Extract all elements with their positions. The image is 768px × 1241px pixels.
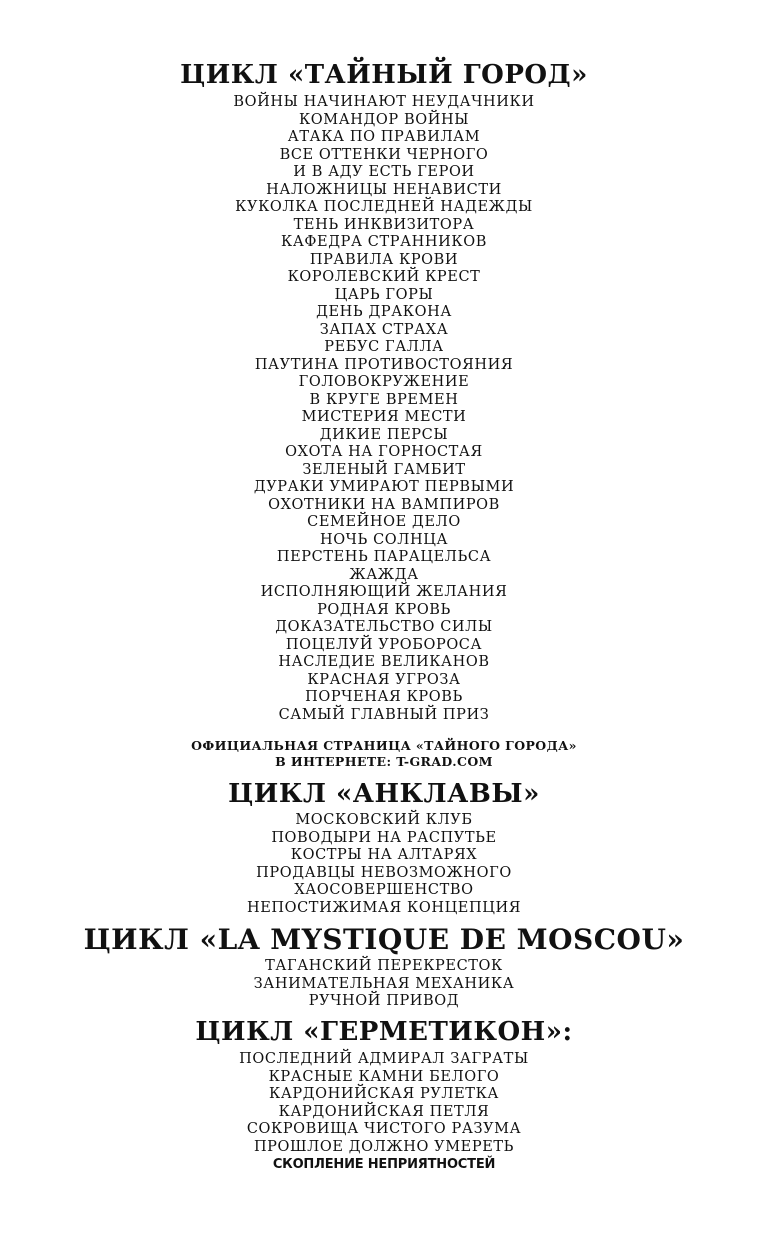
- book-title: ХАОСОВЕРШЕНСТВО: [294, 882, 474, 898]
- book-title: РОДНАЯ КРОВЬ: [317, 601, 451, 618]
- book-title: И В АДУ ЕСТЬ ГЕРОИ: [293, 164, 475, 180]
- book-title: ПРОШЛОЕ ДОЛЖНО УМЕРЕТЬ: [253, 1138, 515, 1155]
- cycle-title: ЦИКЛ «ГЕРМЕТИКОН»:: [195, 1017, 573, 1047]
- official-page-note: ОФИЦИАЛЬНАЯ СТРАНИЦА «ТАЙНОГО ГОРОДА»: [191, 738, 577, 753]
- book-title: ПОСЛЕДНИЙ АДМИРАЛ ЗАГРАТЫ: [239, 1051, 529, 1067]
- book-title: В КРУГЕ ВРЕМЕН: [309, 391, 459, 408]
- book-title: ЗАНИМАТЕЛЬНАЯ МЕХАНИКА: [253, 975, 515, 992]
- book-title: КАФЕДРА СТРАННИКОВ: [281, 234, 487, 250]
- book-title: СЕМЕЙНОЕ ДЕЛО: [307, 514, 461, 530]
- book-title: ДОКАЗАТЕЛЬСТВО СИЛЫ: [275, 619, 493, 635]
- book-title: РЕБУС ГАЛЛА: [324, 339, 444, 355]
- book-title: НЕПОСТИЖИМАЯ КОНЦЕПЦИЯ: [246, 899, 522, 916]
- book-title: СОКРОВИЩА ЧИСТОГО РАЗУМА: [246, 1121, 522, 1137]
- official-page-url: В ИНТЕРНЕТЕ: T-GRAD.COM: [275, 754, 493, 769]
- book-title: КРАСНАЯ УГРОЗА: [307, 671, 461, 688]
- book-title: ДИКИЕ ПЕРСЫ: [319, 426, 449, 443]
- book-title: ДЕНЬ ДРАКОНА: [316, 304, 452, 320]
- book-title: ЗЕЛЕНЫЙ ГАМБИТ: [302, 461, 466, 478]
- book-title: ОХОТНИКИ НА ВАМПИРОВ: [268, 496, 500, 513]
- book-title: РУЧНОЙ ПРИВОД: [308, 993, 460, 1009]
- book-title: ПАУТИНА ПРОТИВОСТОЯНИЯ: [254, 356, 514, 373]
- book-title: НАЛОЖНИЦЫ НЕНАВИСТИ: [266, 181, 502, 198]
- book-title: НАСЛЕДИЕ ВЕЛИКАНОВ: [278, 654, 490, 670]
- book-title-highlighted: СКОПЛЕНИЕ НЕПРИЯТНОСТЕЙ: [272, 1157, 496, 1172]
- book-title: ИСПОЛНЯЮЩИЙ ЖЕЛАНИЯ: [260, 584, 508, 600]
- cycle-title: ЦИКЛ «ТАЙНЫЙ ГОРОД»: [180, 60, 588, 90]
- book-title: САМЫЙ ГЛАВНЫЙ ПРИЗ: [278, 706, 490, 723]
- book-title: ЗАПАХ СТРАХА: [319, 321, 449, 338]
- book-title: НОЧЬ СОЛНЦА: [319, 531, 449, 548]
- book-title: ГОЛОВОКРУЖЕНИЕ: [298, 374, 470, 390]
- book-title: ТАГАНСКИЙ ПЕРЕКРЕСТОК: [265, 958, 503, 974]
- book-title: ЖАЖДА: [349, 566, 419, 583]
- cycle-title: ЦИКЛ «АНКЛАВЫ»: [228, 779, 540, 809]
- book-title: ПРАВИЛА КРОВИ: [309, 251, 459, 268]
- book-title: ПОЦЕЛУЙ УРОБОРОСА: [285, 636, 483, 653]
- book-title: ВСЕ ОТТЕНКИ ЧЕРНОГО: [279, 146, 489, 163]
- book-title: ПОРЧЕНАЯ КРОВЬ: [305, 689, 463, 705]
- book-title: ОХОТА НА ГОРНОСТАЯ: [285, 444, 483, 460]
- book-title: КАРДОНИЙСКАЯ РУЛЕТКА: [269, 1086, 499, 1102]
- book-title: МОСКОВСКИЙ КЛУБ: [295, 812, 473, 828]
- book-title: МИСТЕРИЯ МЕСТИ: [301, 409, 467, 425]
- book-title: АТАКА ПО ПРАВИЛАМ: [287, 129, 481, 145]
- book-title: ПОВОДЫРИ НА РАСПУТЬЕ: [271, 829, 497, 846]
- book-title: ТЕНЬ ИНКВИЗИТОРА: [293, 216, 475, 233]
- book-title: КОСТРЫ НА АЛТАРЯХ: [290, 847, 478, 863]
- book-title: ВОЙНЫ НАЧИНАЮТ НЕУДАЧНИКИ: [233, 94, 535, 110]
- book-title: ПРОДАВЦЫ НЕВОЗМОЖНОГО: [256, 864, 512, 881]
- book-title: КРАСНЫЕ КАМНИ БЕЛОГО: [268, 1068, 500, 1085]
- book-title: ДУРАКИ УМИРАЮТ ПЕРВЫМИ: [253, 479, 515, 495]
- book-title: КОМАНДОР ВОЙНЫ: [298, 111, 470, 128]
- book-title: КУКОЛКА ПОСЛЕДНЕЙ НАДЕЖДЫ: [235, 199, 533, 215]
- cycle-title: ЦИКЛ «LA MYSTIQUE DE MOSCOU»: [83, 923, 685, 956]
- book-title: ПЕРСТЕНЬ ПАРАЦЕЛЬСА: [276, 549, 492, 565]
- book-title: КАРДОНИЙСКАЯ ПЕТЛЯ: [278, 1103, 490, 1120]
- book-title: ЦАРЬ ГОРЫ: [334, 286, 434, 303]
- book-title: КОРОЛЕВСКИЙ КРЕСТ: [287, 269, 481, 285]
